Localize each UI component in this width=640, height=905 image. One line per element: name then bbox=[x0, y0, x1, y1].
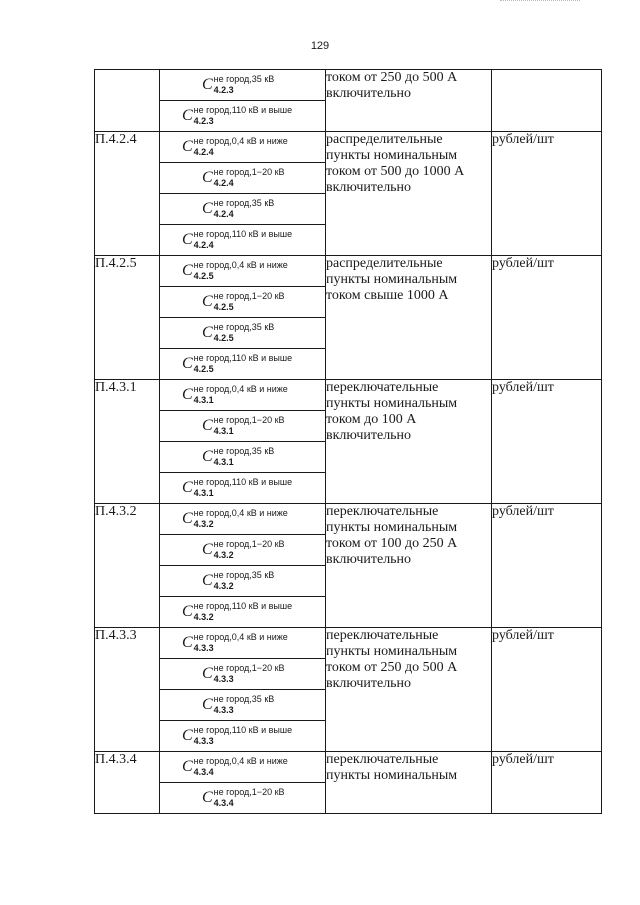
rate-symbol: C bbox=[182, 479, 193, 496]
description-line: переключательные bbox=[326, 380, 439, 395]
description-cell bbox=[326, 628, 492, 752]
rate-formula bbox=[160, 318, 325, 348]
rate-formula-cell bbox=[160, 256, 326, 287]
description-cell bbox=[326, 70, 492, 132]
rate-scripts bbox=[214, 694, 275, 716]
rate-formula bbox=[160, 721, 325, 751]
rate-subscript: 4.2.4 bbox=[213, 209, 234, 219]
description-line: током от 500 до 1000 А bbox=[326, 164, 465, 179]
rate-formula-cell bbox=[160, 473, 326, 504]
rate-formula-cell bbox=[160, 132, 326, 163]
rate-symbol: C bbox=[202, 417, 213, 434]
rate-symbol: C bbox=[182, 138, 193, 155]
rate-superscript: не город,1−20 кВ bbox=[213, 539, 285, 549]
rate-subscript: 4.3.3 bbox=[213, 705, 234, 715]
rate-scripts bbox=[214, 446, 275, 468]
rate-subscript: 4.3.4 bbox=[193, 767, 214, 777]
rate-superscript: не город,1−20 кВ bbox=[213, 291, 285, 301]
rate-formula bbox=[160, 101, 325, 131]
item-code-cell: П.4.2.5 bbox=[95, 256, 160, 380]
rate-formula bbox=[160, 659, 325, 689]
rate-superscript: не город,1−20 кВ bbox=[213, 167, 285, 177]
description-cell bbox=[326, 132, 492, 256]
rate-formula-cell bbox=[160, 535, 326, 566]
rate-subscript: 4.2.3 bbox=[193, 116, 214, 126]
rate-superscript: не город,0,4 кВ и ниже bbox=[193, 384, 288, 394]
rate-formula bbox=[160, 628, 325, 658]
rate-symbol: C bbox=[182, 231, 193, 248]
description-line: переключательные bbox=[326, 752, 439, 767]
rate-formula-cell bbox=[160, 318, 326, 349]
rate-formula bbox=[160, 349, 325, 379]
description-line: током от 250 до 500 А bbox=[326, 70, 458, 85]
rate-superscript: не город,110 кВ и выше bbox=[193, 105, 293, 115]
table-row bbox=[95, 628, 602, 659]
rate-symbol: C bbox=[202, 169, 213, 186]
rate-formula-cell bbox=[160, 566, 326, 597]
rate-subscript: 4.2.5 bbox=[193, 364, 214, 374]
rate-formula-cell bbox=[160, 225, 326, 256]
rate-formula-cell bbox=[160, 504, 326, 535]
description-line: включительно bbox=[326, 428, 412, 443]
item-code-cell bbox=[95, 70, 160, 132]
rate-symbol: C bbox=[182, 727, 193, 744]
rate-formula bbox=[160, 70, 325, 100]
description-cell bbox=[326, 380, 492, 504]
rate-subscript: 4.3.3 bbox=[193, 736, 214, 746]
rate-scripts bbox=[214, 570, 275, 592]
rate-subscript: 4.3.1 bbox=[193, 395, 214, 405]
rate-superscript: не город,0,4 кВ и ниже bbox=[193, 260, 288, 270]
description-line: включительно bbox=[326, 552, 412, 567]
rate-formula-cell bbox=[160, 380, 326, 411]
rate-symbol: C bbox=[202, 448, 213, 465]
rate-formula bbox=[160, 597, 325, 627]
rate-formula-cell bbox=[160, 628, 326, 659]
rate-symbol: C bbox=[202, 696, 213, 713]
rate-symbol: C bbox=[182, 634, 193, 651]
unit-cell: рублей/шт bbox=[492, 380, 602, 504]
page-number: 129 bbox=[310, 40, 330, 52]
rate-scripts bbox=[194, 384, 288, 406]
rate-subscript: 4.3.2 bbox=[193, 519, 214, 529]
rate-symbol: C bbox=[202, 572, 213, 589]
rate-scripts bbox=[214, 539, 285, 561]
rate-formula bbox=[160, 504, 325, 534]
rate-symbol: C bbox=[182, 262, 193, 279]
table-row bbox=[95, 70, 602, 101]
rate-formula-cell bbox=[160, 287, 326, 318]
rate-superscript: не город,110 кВ и выше bbox=[193, 601, 293, 611]
description-line: током от 100 до 250 А bbox=[326, 536, 458, 551]
rate-formula-cell bbox=[160, 783, 326, 814]
rate-subscript: 4.2.5 bbox=[193, 271, 214, 281]
rate-formula-cell bbox=[160, 442, 326, 473]
description-line: переключательные bbox=[326, 628, 439, 643]
rate-scripts bbox=[194, 105, 292, 127]
rate-formula-cell bbox=[160, 690, 326, 721]
rate-formula-cell bbox=[160, 411, 326, 442]
rate-formula-cell bbox=[160, 163, 326, 194]
rate-formula bbox=[160, 411, 325, 441]
unit-cell: рублей/шт bbox=[492, 752, 602, 814]
rate-symbol: C bbox=[182, 758, 193, 775]
rate-subscript: 4.2.4 bbox=[193, 240, 214, 250]
rate-scripts bbox=[194, 756, 288, 778]
rate-symbol: C bbox=[182, 510, 193, 527]
rate-scripts bbox=[214, 74, 275, 96]
unit-cell: рублей/шт bbox=[492, 504, 602, 628]
rate-scripts bbox=[214, 415, 285, 437]
rate-superscript: не город,35 кВ bbox=[213, 322, 275, 332]
rate-symbol: C bbox=[202, 324, 213, 341]
rate-scripts bbox=[214, 787, 285, 809]
rate-superscript: не город,110 кВ и выше bbox=[193, 353, 293, 363]
description-line: током до 100 А bbox=[326, 412, 417, 427]
description-cell bbox=[326, 504, 492, 628]
description-line: распределительные bbox=[326, 256, 443, 271]
unit-cell: рублей/шт bbox=[492, 132, 602, 256]
rate-formula-cell bbox=[160, 101, 326, 132]
rate-symbol: C bbox=[202, 293, 213, 310]
rate-superscript: не город,0,4 кВ и ниже bbox=[193, 508, 288, 518]
rate-scripts bbox=[214, 167, 285, 189]
rate-subscript: 4.3.1 bbox=[213, 457, 234, 467]
description-line: пункты номинальным bbox=[326, 768, 458, 783]
rate-scripts bbox=[194, 136, 288, 158]
rate-scripts bbox=[194, 353, 292, 375]
rate-formula-cell bbox=[160, 721, 326, 752]
rate-superscript: не город,35 кВ bbox=[213, 694, 275, 704]
rate-formula bbox=[160, 225, 325, 255]
item-code-cell: П.4.3.1 bbox=[95, 380, 160, 504]
rate-formula bbox=[160, 380, 325, 410]
rate-formula bbox=[160, 535, 325, 565]
rate-subscript: 4.3.1 bbox=[213, 426, 234, 436]
rate-formula bbox=[160, 287, 325, 317]
rate-scripts bbox=[194, 229, 292, 251]
rate-formula-cell bbox=[160, 752, 326, 783]
scan-artifact bbox=[500, 0, 580, 3]
description-line: включительно bbox=[326, 676, 412, 691]
rate-formula bbox=[160, 690, 325, 720]
rate-symbol: C bbox=[182, 107, 193, 124]
rate-superscript: не город,110 кВ и выше bbox=[193, 477, 293, 487]
table-row bbox=[95, 132, 602, 163]
table-row bbox=[95, 752, 602, 783]
rate-formula bbox=[160, 163, 325, 193]
rate-formula bbox=[160, 442, 325, 472]
rate-subscript: 4.3.2 bbox=[213, 550, 234, 560]
rate-symbol: C bbox=[182, 603, 193, 620]
rate-formula-cell bbox=[160, 70, 326, 101]
rate-subscript: 4.3.3 bbox=[193, 643, 214, 653]
rate-formula-cell bbox=[160, 349, 326, 380]
item-code-cell: П.4.3.3 bbox=[95, 628, 160, 752]
rate-subscript: 4.3.1 bbox=[193, 488, 214, 498]
rate-formula bbox=[160, 752, 325, 782]
rate-subscript: 4.2.5 bbox=[213, 333, 234, 343]
description-cell bbox=[326, 256, 492, 380]
rate-superscript: не город,35 кВ bbox=[213, 198, 275, 208]
rate-subscript: 4.2.4 bbox=[193, 147, 214, 157]
rate-superscript: не город,35 кВ bbox=[213, 570, 275, 580]
item-code-cell: П.4.3.2 bbox=[95, 504, 160, 628]
rate-scripts bbox=[214, 291, 285, 313]
rate-scripts bbox=[214, 663, 285, 685]
rate-scripts bbox=[194, 725, 292, 747]
rate-symbol: C bbox=[202, 541, 213, 558]
description-cell bbox=[326, 752, 492, 814]
rate-symbol: C bbox=[182, 355, 193, 372]
rate-formula-cell bbox=[160, 597, 326, 628]
rate-superscript: не город,110 кВ и выше bbox=[193, 725, 293, 735]
rate-superscript: не город,110 кВ и выше bbox=[193, 229, 293, 239]
rate-subscript: 4.3.4 bbox=[213, 798, 234, 808]
rate-scripts bbox=[194, 632, 288, 654]
rate-subscript: 4.3.2 bbox=[213, 581, 234, 591]
rate-symbol: C bbox=[182, 386, 193, 403]
rate-subscript: 4.3.3 bbox=[213, 674, 234, 684]
unit-cell: рублей/шт bbox=[492, 628, 602, 752]
rate-superscript: не город,0,4 кВ и ниже bbox=[193, 756, 288, 766]
description-line: включительно bbox=[326, 180, 412, 195]
rate-subscript: 4.2.3 bbox=[213, 85, 234, 95]
tariff-table bbox=[94, 69, 602, 814]
description-line: переключательные bbox=[326, 504, 439, 519]
unit-cell: рублей/шт bbox=[492, 256, 602, 380]
rate-scripts bbox=[194, 508, 288, 530]
description-line: пункты номинальным bbox=[326, 644, 458, 659]
rate-formula-cell bbox=[160, 194, 326, 225]
description-line: пункты номинальным bbox=[326, 520, 458, 535]
rate-subscript: 4.2.5 bbox=[213, 302, 234, 312]
rate-scripts bbox=[194, 601, 292, 623]
description-line: пункты номинальным bbox=[326, 396, 458, 411]
rate-subscript: 4.3.2 bbox=[193, 612, 214, 622]
rate-formula bbox=[160, 256, 325, 286]
rate-superscript: не город,1−20 кВ bbox=[213, 787, 285, 797]
rate-superscript: не город,1−20 кВ bbox=[213, 415, 285, 425]
rate-symbol: C bbox=[202, 789, 213, 806]
rate-formula bbox=[160, 132, 325, 162]
unit-cell bbox=[492, 70, 602, 132]
tariff-table-body bbox=[95, 70, 602, 814]
rate-symbol: C bbox=[202, 200, 213, 217]
table-row bbox=[95, 504, 602, 535]
rate-superscript: не город,35 кВ bbox=[213, 446, 275, 456]
description-line: током свыше 1000 А bbox=[326, 288, 449, 303]
table-row bbox=[95, 256, 602, 287]
rate-scripts bbox=[214, 198, 275, 220]
rate-superscript: не город,35 кВ bbox=[213, 74, 275, 84]
rate-scripts bbox=[214, 322, 275, 344]
description-line: распределительные bbox=[326, 132, 443, 147]
rate-formula-cell bbox=[160, 659, 326, 690]
description-line: током от 250 до 500 А bbox=[326, 660, 458, 675]
rate-superscript: не город,0,4 кВ и ниже bbox=[193, 632, 288, 642]
rate-symbol: C bbox=[202, 665, 213, 682]
rate-scripts bbox=[194, 260, 288, 282]
table-row bbox=[95, 380, 602, 411]
rate-formula bbox=[160, 194, 325, 224]
description-line: пункты номинальным bbox=[326, 272, 458, 287]
item-code-cell: П.4.2.4 bbox=[95, 132, 160, 256]
rate-formula bbox=[160, 473, 325, 503]
rate-formula bbox=[160, 783, 325, 813]
rate-symbol: C bbox=[202, 76, 213, 93]
description-line: включительно bbox=[326, 86, 412, 101]
rate-subscript: 4.2.4 bbox=[213, 178, 234, 188]
description-line: пункты номинальным bbox=[326, 148, 458, 163]
rate-formula bbox=[160, 566, 325, 596]
rate-superscript: не город,1−20 кВ bbox=[213, 663, 285, 673]
rate-scripts bbox=[194, 477, 292, 499]
item-code-cell: П.4.3.4 bbox=[95, 752, 160, 814]
rate-superscript: не город,0,4 кВ и ниже bbox=[193, 136, 288, 146]
